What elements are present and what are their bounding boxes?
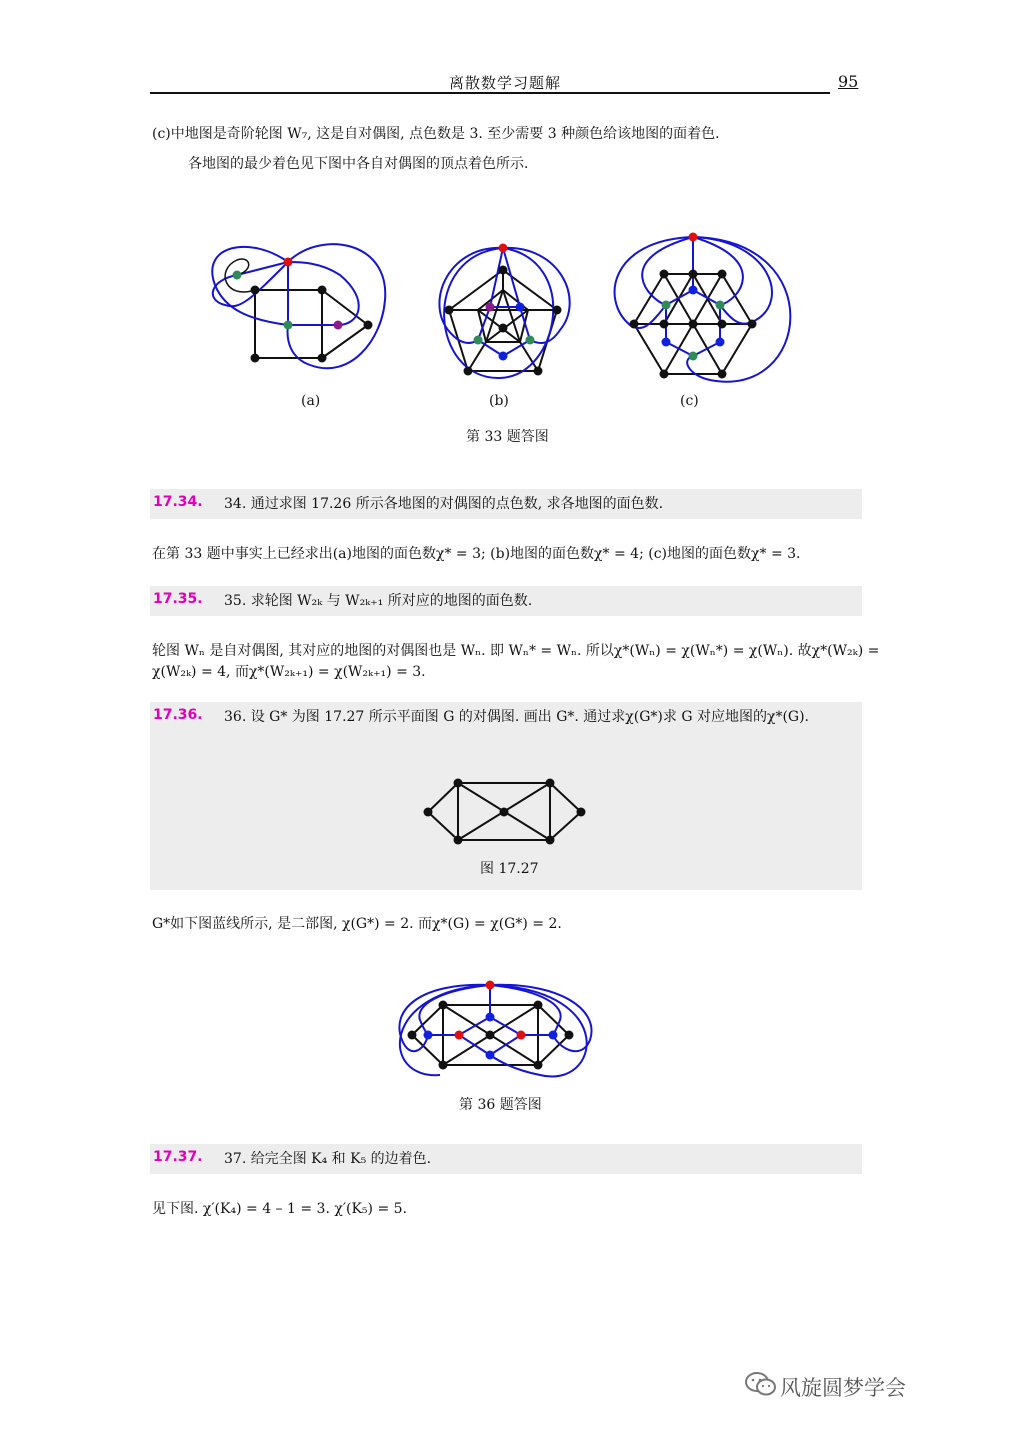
figure-36-caption: 第 36 题答图 — [459, 1097, 542, 1113]
figure-33c-label: (c) — [680, 393, 699, 409]
answer-34: 在第 33 题中事实上已经求出(a)地图的面色数χ* = 3; (b)地图的面色数χ* = 4; (c)地图的面色数χ* = 3. — [152, 546, 801, 562]
problem-number: 17.36. — [153, 707, 203, 723]
problem-number: 17.34. — [153, 494, 203, 510]
answer-36: G*如下图蓝线所示, 是二部图, χ(G*) = 2. 而χ*(G) = χ(G*) = 2. — [152, 916, 562, 932]
figure-33c — [600, 225, 805, 390]
intro-line-2: 各地图的最少着色见下图中各自对偶图的顶点着色所示. — [188, 156, 529, 172]
figure-33a-label: (a) — [301, 393, 321, 409]
answer-35-line-2: χ(W₂ₖ) = 4, 而χ*(W₂ₖ₊₁) = χ(W₂ₖ₊₁) = 3. — [152, 664, 426, 680]
problem-text: 36. 设 G* 为图 17.27 所示平面图 G 的对偶图. 画出 G*. 通过求χ(G*)求 G 对应地图的χ*(G). — [224, 709, 810, 725]
figure-33b — [430, 235, 580, 385]
problem-number: 17.37. — [153, 1149, 203, 1165]
figure-17-27 — [420, 775, 590, 845]
problem-text: 34. 通过求图 17.26 所示各地图的对偶图的点色数, 求各地图的面色数. — [224, 496, 664, 512]
wechat-icon — [744, 1370, 778, 1398]
header-rule — [150, 92, 830, 94]
watermark-text: 风旋圆梦学会 — [780, 1376, 906, 1400]
page-number: 95 — [838, 72, 859, 91]
figure-17-27-caption: 图 17.27 — [480, 861, 539, 877]
figure-33-caption: 第 33 题答图 — [466, 429, 549, 445]
answer-37: 见下图. χ′(K₄) = 4 – 1 = 3. χ′(K₅) = 5. — [152, 1201, 407, 1217]
figure-36-answer — [395, 978, 600, 1078]
intro-line-1: (c)中地图是奇阶轮图 W₇, 这是自对偶图, 点色数是 3. 至少需要 3 种颜色给该地图的面着色. — [152, 126, 720, 142]
problem-number: 17.35. — [153, 591, 203, 607]
figure-33a — [200, 230, 400, 390]
problem-text: 35. 求轮图 W₂ₖ 与 W₂ₖ₊₁ 所对应的地图的面色数. — [224, 593, 533, 609]
problem-text: 37. 给完全图 K₄ 和 K₅ 的边着色. — [224, 1151, 432, 1167]
figure-33b-label: (b) — [489, 393, 509, 409]
answer-35-line-1: 轮图 Wₙ 是自对偶图, 其对应的地图的对偶图也是 Wₙ. 即 Wₙ* = Wₙ. 所以χ*(Wₙ) = χ(Wₙ*) = χ(Wₙ). 故χ*(W₂ₖ) = — [152, 643, 880, 659]
running-header: 离散数学习题解 — [448, 74, 561, 92]
